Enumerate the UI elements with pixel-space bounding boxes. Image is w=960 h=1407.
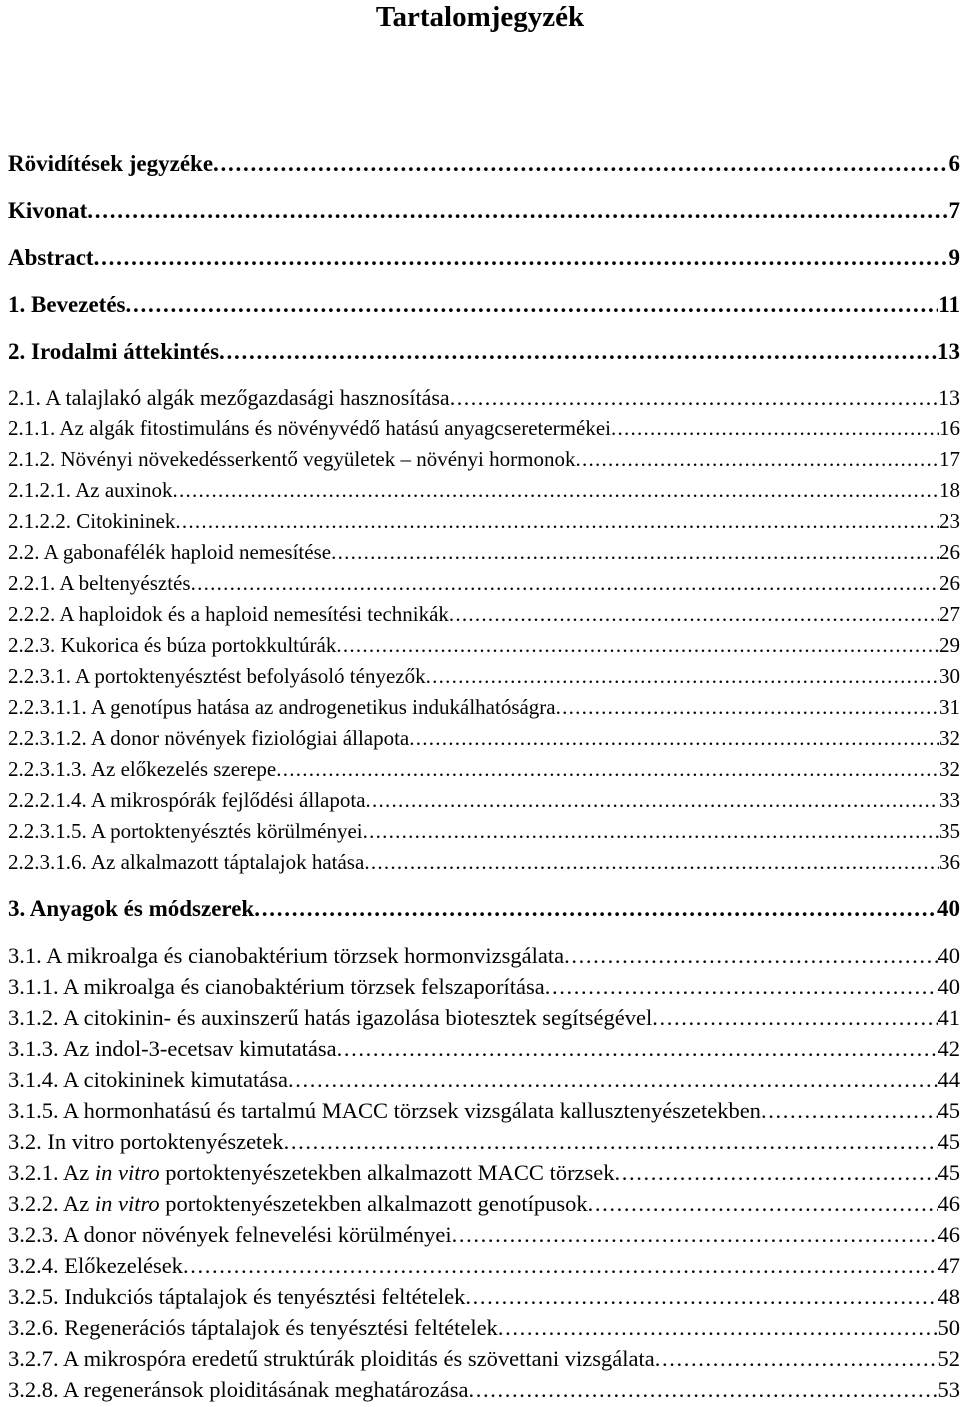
toc-entry[interactable] (8, 339, 960, 365)
toc-entry-page-number: 7 (948, 198, 960, 223)
dot-leader (426, 664, 939, 689)
toc-entry-title: 3.1.3. Az indol-3-ecetsav kimutatása (8, 1036, 337, 1061)
toc-entry[interactable] (8, 416, 960, 441)
toc-entry-title: 3.2.6. Regenerációs táptalajok és tenyésztési feltételek (8, 1315, 498, 1340)
toc-entry[interactable] (8, 757, 960, 782)
toc-entry-page-number: 40 (937, 974, 960, 999)
dot-leader (276, 757, 939, 782)
toc-entry[interactable] (8, 478, 960, 503)
toc-entry-title: Kivonat (8, 198, 88, 223)
toc-entry[interactable] (8, 1191, 960, 1217)
toc-entry-page-number: 45 (937, 1129, 960, 1154)
dot-leader (564, 943, 937, 969)
toc-entry-page-number: 33 (939, 788, 960, 812)
toc-entry-title: 3.2.3. A donor növények felnevelési körülményei (8, 1222, 452, 1247)
toc-entry[interactable] (8, 633, 960, 658)
dot-leader (336, 633, 939, 658)
dot-leader (465, 1284, 937, 1310)
toc-entry-title: 2.2.3.1.5. A portoktenyésztés körülményei (8, 819, 363, 843)
toc-entry-page-number: 18 (939, 478, 960, 502)
toc-entry[interactable] (8, 1346, 960, 1372)
toc-entry[interactable] (8, 151, 960, 177)
toc-entry-page-number: 35 (939, 819, 960, 843)
toc-entry-title: 3.2.2. Az in vitro portoktenyészetekben alkalmazott genotípusok (8, 1191, 588, 1216)
toc-entry-page-number: 45 (937, 1160, 960, 1185)
dot-leader (615, 1160, 938, 1186)
toc-entry-title: 3.2. In vitro portoktenyészetek (8, 1129, 284, 1154)
toc-entry-page-number: 30 (939, 664, 960, 688)
toc-entry-page-number: 9 (948, 245, 960, 270)
toc-entry-title: 2.2.3.1.3. Az előkezelés szerepe (8, 757, 277, 781)
toc-entry[interactable] (8, 198, 960, 224)
toc-entry-title: 2.2.2.1.4. A mikrospórák fejlődési állapota (8, 788, 366, 812)
toc-entry-title: 3.2.4. Előkezelések (8, 1253, 183, 1278)
toc-entry[interactable] (8, 1129, 960, 1155)
toc-entry[interactable] (8, 850, 960, 875)
dot-leader (364, 850, 939, 875)
toc-entry-page-number: 52 (937, 1346, 960, 1371)
toc-entry-title: 3.1.4. A citokininek kimutatása (8, 1067, 288, 1092)
toc-entry[interactable] (8, 292, 960, 318)
dot-leader (87, 198, 948, 224)
toc-entry-title: 1. Bevezetés (8, 292, 126, 317)
dot-leader (213, 151, 948, 177)
dot-leader (284, 1129, 938, 1155)
toc-entry[interactable] (8, 509, 960, 534)
toc-entry-page-number: 32 (939, 757, 960, 781)
dot-leader (366, 788, 939, 813)
toc-entry[interactable] (8, 602, 960, 627)
toc-entry-page-number: 41 (937, 1005, 960, 1030)
toc-entry-page-number: 36 (939, 850, 960, 874)
toc-entry[interactable] (8, 819, 960, 844)
dot-leader (288, 1067, 938, 1093)
toc-entry-page-number: 48 (937, 1284, 960, 1309)
toc-entry[interactable] (8, 1377, 960, 1403)
dot-leader (761, 1098, 938, 1124)
toc-entry-title: 3.1. A mikroalga és cianobaktérium törzsek hormonvizsgálata (8, 943, 565, 968)
toc-entry[interactable] (8, 571, 960, 596)
dot-leader (450, 385, 938, 410)
toc-entry-page-number: 26 (939, 540, 960, 564)
toc-entry-title: Abstract (8, 245, 94, 270)
toc-entry-title: Rövidítések jegyzéke (8, 151, 214, 176)
toc-entry[interactable] (8, 1315, 960, 1341)
toc-entry-page-number: 29 (939, 633, 960, 657)
dot-leader (219, 339, 937, 365)
toc-entry-page-number: 17 (939, 447, 960, 471)
toc-entry-page-number: 46 (937, 1222, 960, 1247)
toc-entry[interactable] (8, 447, 960, 472)
toc-entry[interactable] (8, 1067, 960, 1093)
toc-entry-page-number: 6 (948, 151, 960, 176)
toc-entry-title: 2.2. A gabonafélék haploid nemesítése (8, 540, 332, 564)
toc-entry-title: 2.1.2.2. Citokininek (8, 509, 176, 533)
dot-leader (94, 245, 949, 271)
toc-entry-title: 2.2.2. A haploidok és a haploid nemesítési technikák (8, 602, 449, 626)
toc-entry[interactable] (8, 726, 960, 751)
dot-leader (363, 819, 939, 844)
toc-entry-title: 2.1.2.1. Az auxinok (8, 478, 173, 502)
toc-entry[interactable] (8, 385, 960, 410)
toc-entry-page-number: 31 (939, 695, 960, 719)
dot-leader (611, 416, 939, 441)
dot-leader (452, 1222, 938, 1248)
toc-entry-page-number: 42 (937, 1036, 960, 1061)
toc-entry-title: 2.1.2. Növényi növekedésserkentő vegyületek – növényi hormonok (8, 447, 576, 471)
dot-leader (191, 571, 939, 596)
toc-entry[interactable] (8, 974, 960, 1000)
dot-leader (468, 1377, 937, 1403)
toc-entry-title: 3.2.5. Indukciós táptalajok és tenyésztési feltételek (8, 1284, 466, 1309)
toc-entry-title: 2.2.1. A beltenyésztés (8, 571, 191, 595)
toc-entry[interactable] (8, 1222, 960, 1248)
toc-entry-page-number: 11 (938, 292, 960, 317)
dot-leader (126, 292, 939, 318)
dot-leader (652, 1005, 937, 1031)
toc-entry-title: 2. Irodalmi áttekintés (8, 339, 220, 364)
toc-entry[interactable] (8, 1036, 960, 1062)
toc-entry-page-number: 45 (937, 1098, 960, 1123)
toc-entry[interactable] (8, 245, 960, 271)
toc-entry-page-number: 23 (939, 509, 960, 533)
toc-entry[interactable] (8, 1284, 960, 1310)
toc-entry-title: 2.2.3. Kukorica és búza portokkultúrák (8, 633, 337, 657)
dot-leader (655, 1346, 938, 1372)
toc-entry-title: 3.2.8. A regeneránsok ploiditásának meghatározása (8, 1377, 469, 1402)
toc-entry[interactable] (8, 664, 960, 689)
toc-entry-page-number: 27 (939, 602, 960, 626)
toc-entry-title: 3. Anyagok és módszerek (8, 896, 255, 921)
toc-entry[interactable] (8, 896, 960, 922)
dot-leader (588, 1191, 938, 1217)
dot-leader (183, 1253, 938, 1279)
toc-entry[interactable] (8, 540, 960, 565)
toc-entry-page-number: 46 (937, 1191, 960, 1216)
toc-entry-page-number: 44 (937, 1067, 960, 1092)
toc-entry-page-number: 16 (939, 416, 960, 440)
toc-entry[interactable] (8, 1005, 960, 1031)
toc-entry-title: 3.2.7. A mikrospóra eredetű struktúrák ploiditás és szövettani vizsgálata (8, 1346, 655, 1371)
dot-leader (449, 602, 939, 627)
toc-entry-page-number: 47 (937, 1253, 960, 1278)
dot-leader (556, 695, 939, 720)
toc-entry-title: 3.2.1. Az in vitro portoktenyészetekben alkalmazott MACC törzsek (8, 1160, 615, 1185)
toc-entry-page-number: 40 (937, 896, 960, 921)
dot-leader (337, 1036, 938, 1062)
toc-entry-title: 3.1.5. A hormonhatású és tartalmú MACC törzsek vizsgálata kallusztenyészetekben (8, 1098, 761, 1123)
dot-leader (409, 726, 939, 751)
toc-entry[interactable] (8, 1098, 960, 1124)
dot-leader (545, 974, 938, 1000)
toc-entry-title: 2.2.3.1. A portoktenyésztést befolyásoló tényezők (8, 664, 426, 688)
toc-entry-page-number: 32 (939, 726, 960, 750)
dot-leader (498, 1315, 938, 1341)
toc-entry-title: 2.2.3.1.1. A genotípus hatása az androgenetikus indukálhatóságra (8, 695, 556, 719)
page-title: Tartalomjegyzék (375, 1, 585, 33)
dot-leader (331, 540, 939, 565)
toc-entry-title: 2.1.1. Az algák fitostimuláns és növényvédő hatású anyagcseretermékei (8, 416, 611, 440)
toc-entry-page-number: 13 (937, 339, 960, 364)
toc-entry-title: 2.2.3.1.2. A donor növények fiziológiai állapota (8, 726, 410, 750)
toc-entry[interactable] (8, 943, 960, 969)
toc-entry-page-number: 50 (937, 1315, 960, 1340)
toc-entry-title: 3.1.2. A citokinin- és auxinszerű hatás igazolása biotesztek segítségével (8, 1005, 653, 1030)
toc-entry-page-number: 26 (939, 571, 960, 595)
toc-entry-title: 2.2.3.1.6. Az alkalmazott táptalajok hatása (8, 850, 365, 874)
toc-entry-title: 3.1.1. A mikroalga és cianobaktérium törzsek felszaporítása (8, 974, 545, 999)
dot-leader (172, 478, 939, 503)
toc-entry-title: 2.1. A talajlakó algák mezőgazdasági hasznosítása (8, 385, 450, 410)
dot-leader (575, 447, 939, 472)
toc-entry[interactable] (8, 695, 960, 720)
toc-entry[interactable] (8, 1160, 960, 1186)
dot-leader (254, 896, 937, 922)
dot-leader (175, 509, 939, 534)
toc-entry-page-number: 40 (937, 943, 960, 968)
toc-entry-page-number: 13 (938, 385, 960, 410)
toc-entry[interactable] (8, 1253, 960, 1279)
toc-entry-page-number: 53 (937, 1377, 960, 1402)
toc-entry[interactable] (8, 788, 960, 813)
